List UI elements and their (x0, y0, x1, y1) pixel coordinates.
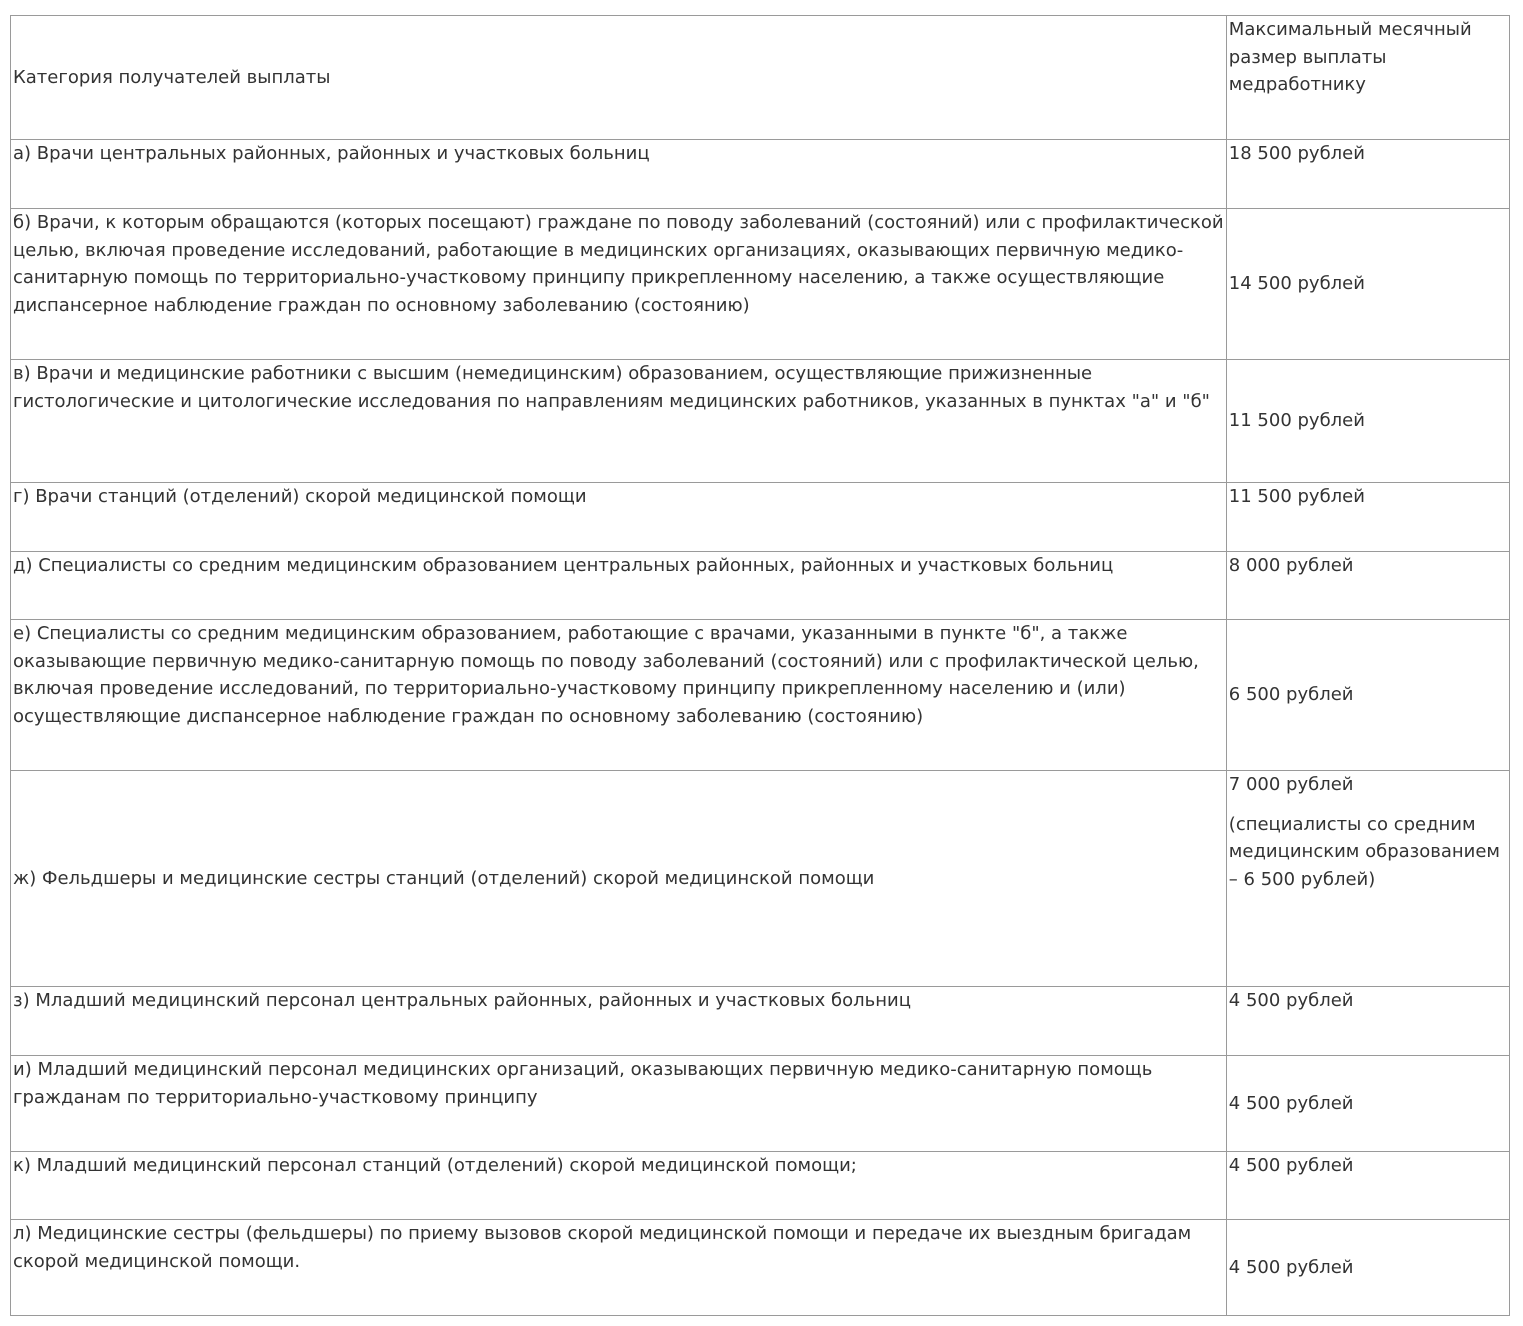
row-amount: 18 500 рублей (1226, 140, 1509, 209)
row-category: е) Специалисты со средним медицинским образованием, работающие с врачами, указанными в пункте "б", а также оказывающие первичную медико-санитарную помощь по поводу заболеваний (состояний) или с профилактической целью, включая проведение исследований, по территориально-участковому принципу прикрепленному населению и (или) осуществляющие диспансерное наблюдение граждан по основному заболеванию (состоянию) (11, 620, 1227, 771)
row-amount: 11 500 рублей (1226, 360, 1509, 483)
table-row (11, 987, 1510, 1056)
table-row (11, 620, 1510, 771)
row-category: а) Врачи центральных районных, районных и участковых больниц (11, 140, 1227, 209)
table-row (11, 360, 1510, 483)
row-category: з) Младший медицинский персонал центральных районных, районных и участковых больниц (11, 987, 1227, 1056)
row-category: л) Медицинские сестры (фельдшеры) по приему вызовов скорой медицинской помощи и передаче их выездным бригадам скорой медицинской помощи. (11, 1220, 1227, 1316)
row-category: в) Врачи и медицинские работники с высшим (немедицинским) образованием, осуществляющие прижизненные гистологические и цитологические исследования по направлениям медицинских работников, указанных в пунктах "а" и "б" (11, 360, 1227, 483)
table-row (11, 483, 1510, 552)
row-amount: 11 500 рублей (1226, 483, 1509, 552)
row-category: к) Младший медицинский персонал станций (отделений) скорой медицинской помощи; (11, 1152, 1227, 1220)
row-category: и) Младший медицинский персонал медицинских организаций, оказывающих первичную медико-санитарную помощь гражданам по территориально-участковому принципу (11, 1056, 1227, 1152)
row-amount: 4 500 рублей (1226, 987, 1509, 1056)
row-category: б) Врачи, к которым обращаются (которых посещают) граждане по поводу заболеваний (состояний) или с профилактической целью, включая проведение исследований, работающие в медицинских организациях, оказывающих первичную медико-санитарную помощь по территориально-участковому принципу прикрепленному населению, а также осуществляющие диспансерное наблюдение граждан по основному заболеванию (состоянию) (11, 209, 1227, 360)
table-header-row (11, 16, 1510, 140)
table-row (11, 552, 1510, 620)
row-amount: 4 500 рублей (1226, 1056, 1509, 1152)
row-amount: 6 500 рублей (1226, 620, 1509, 771)
row-amount: 8 000 рублей (1226, 552, 1509, 620)
row-amount: 4 500 рублей (1226, 1152, 1509, 1220)
table-row (11, 1152, 1510, 1220)
table-row (11, 1220, 1510, 1316)
row-amount-cell (1226, 771, 1509, 987)
row-amount: 7 000 рублей (1228, 774, 1354, 795)
table-row (11, 209, 1510, 360)
row-category: ж) Фельдшеры и медицинские сестры станций (отделений) скорой медицинской помощи (11, 771, 1227, 987)
payments-table (10, 15, 1510, 1316)
table-row (11, 140, 1510, 209)
row-category: г) Врачи станций (отделений) скорой медицинской помощи (11, 483, 1227, 552)
header-category: Категория получателей выплаты (11, 16, 1227, 140)
table-row (11, 1056, 1510, 1152)
row-amount: 14 500 рублей (1226, 209, 1509, 360)
table-row (11, 771, 1510, 987)
row-amount-note: (специалисты со средним медицинским образованием – 6 500 рублей) (1228, 813, 1500, 890)
row-category: д) Специалисты со средним медицинским образованием центральных районных, районных и участковых больниц (11, 552, 1227, 620)
row-amount: 4 500 рублей (1226, 1220, 1509, 1316)
header-amount: Максимальный месячный размер выплаты медработнику (1226, 16, 1509, 140)
